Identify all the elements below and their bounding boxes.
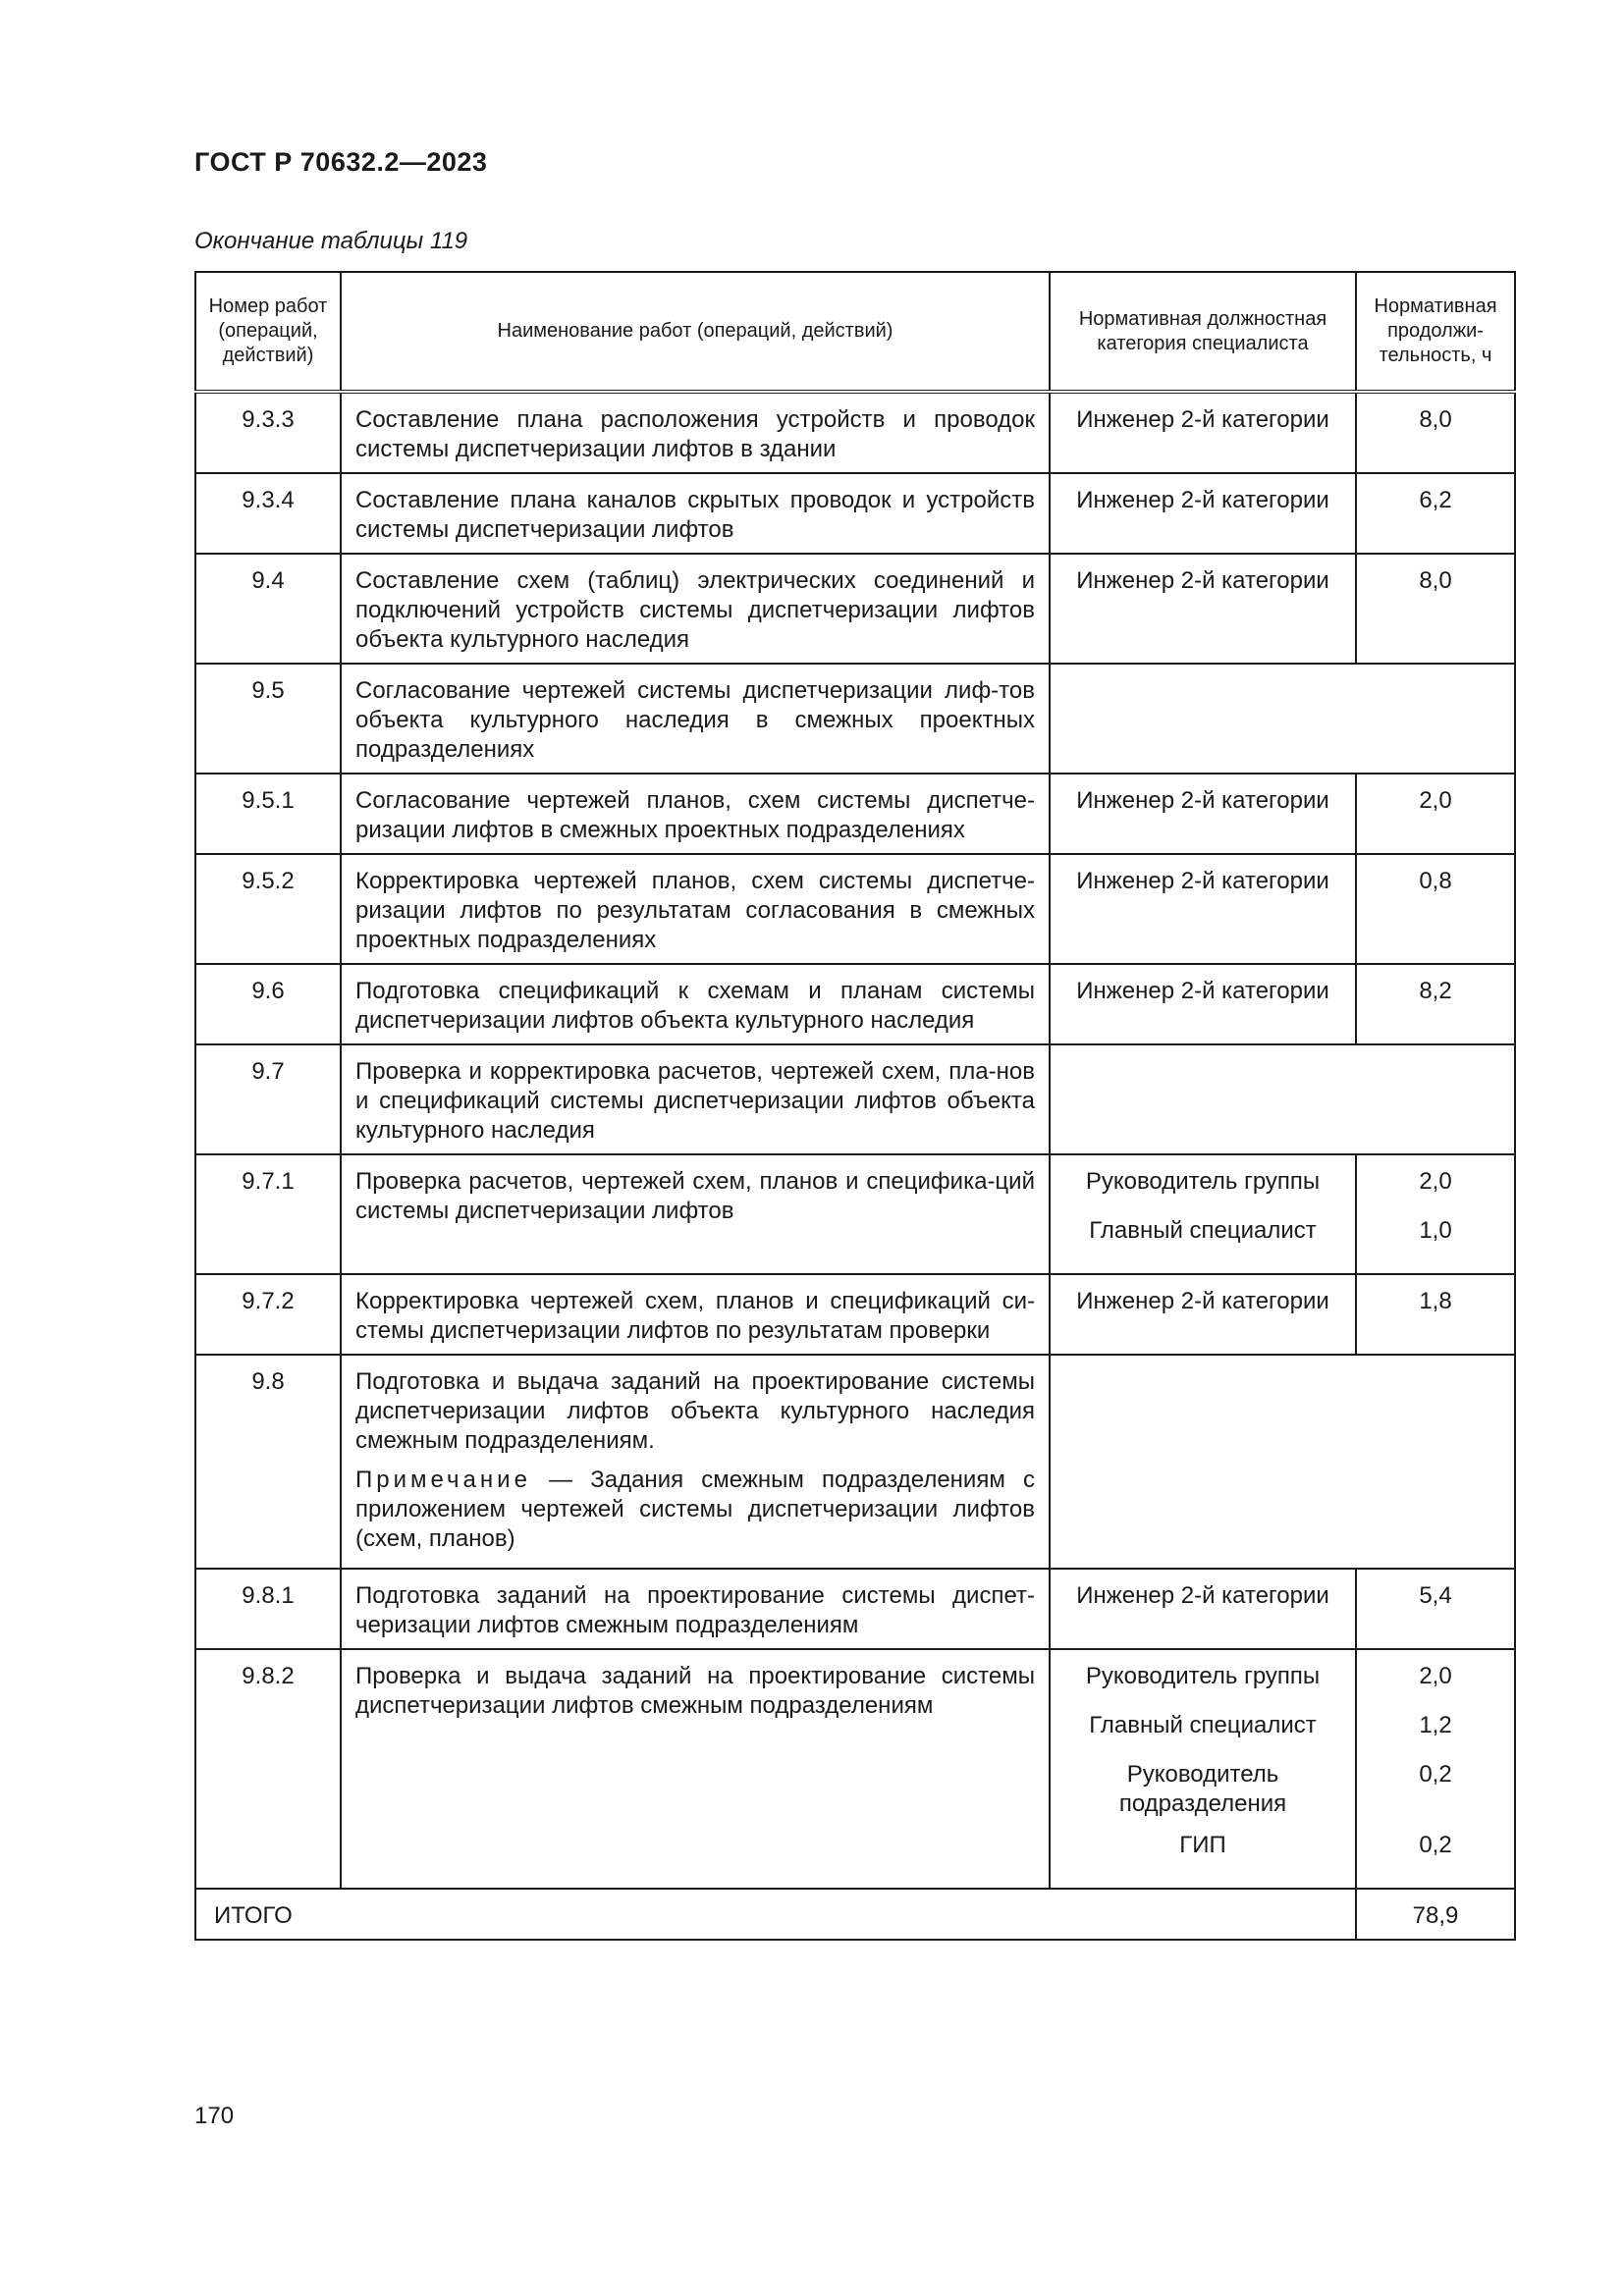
row-num: 9.7.2 xyxy=(195,1274,341,1355)
row-duration: 5,4 xyxy=(1356,1569,1515,1649)
row-name: Согласование чертежей системы диспетчеризации лиф-тов объекта культурного наследия в смежных проектных подразделениях xyxy=(341,664,1050,774)
table-row xyxy=(195,554,1515,664)
duration-line: 2,0 xyxy=(1419,1168,1452,1195)
document-code: ГОСТ Р 70632.2—2023 xyxy=(194,147,488,177)
row-duration: 6,2 xyxy=(1356,473,1515,554)
table-row xyxy=(195,1154,1515,1274)
row-num: 9.5.1 xyxy=(195,774,341,854)
row-name: Проверка и корректировка расчетов, чертежей схем, пла-нов и спецификаций системы диспетчеризации лифтов объекта культурного наследия xyxy=(341,1044,1050,1154)
page-number: 170 xyxy=(194,2103,235,2129)
category-line: Руководитель группы xyxy=(1085,1663,1321,1689)
table-header-row xyxy=(195,272,1515,392)
row-duration: 1,8 xyxy=(1356,1274,1515,1355)
row-category: Инженер 2-й категории xyxy=(1050,473,1356,554)
note-text: — Задания смежным подразделениям с приложением чертежей системы диспетчеризации лифтов (схем, планов) xyxy=(355,1467,1035,1552)
category-line: Руководитель подразделения xyxy=(1118,1761,1287,1817)
row-category: Инженер 2-й категории xyxy=(1050,964,1356,1044)
row-num: 9.8.1 xyxy=(195,1569,341,1649)
table-row xyxy=(195,774,1515,854)
table-row xyxy=(195,392,1515,473)
row-name: Корректировка чертежей схем, планов и спецификаций си-стемы диспетчеризации лифтов по результатам проверки xyxy=(341,1274,1050,1355)
table-row xyxy=(195,1044,1515,1154)
row-category xyxy=(1050,1649,1356,1889)
table-row xyxy=(195,1274,1515,1355)
row-duration: 8,0 xyxy=(1356,554,1515,664)
row-category: Инженер 2-й категории xyxy=(1050,774,1356,854)
table-row xyxy=(195,664,1515,774)
duration-line: 0,2 xyxy=(1419,1761,1452,1788)
row-num: 9.6 xyxy=(195,964,341,1044)
total-label: ИТОГО xyxy=(195,1889,1356,1940)
row-duration: 0,8 xyxy=(1356,854,1515,964)
duration-line: 1,0 xyxy=(1419,1217,1452,1244)
table-row xyxy=(195,1355,1515,1569)
row-name: Составление плана каналов скрытых проводок и устройств системы диспетчеризации лифтов xyxy=(341,473,1050,554)
row-category-empty xyxy=(1050,664,1515,774)
total-row xyxy=(195,1889,1515,1940)
table-row xyxy=(195,1569,1515,1649)
table-row xyxy=(195,964,1515,1044)
row-num: 9.7 xyxy=(195,1044,341,1154)
row-category: Инженер 2-й категории xyxy=(1050,392,1356,473)
row-num: 9.3.3 xyxy=(195,392,341,473)
table-caption: Окончание таблицы 119 xyxy=(194,228,468,254)
note-label: Примечание xyxy=(355,1467,531,1493)
row-name: Проверка расчетов, чертежей схем, планов и специфика-ций системы диспетчеризации лифтов xyxy=(341,1154,1050,1274)
row-note xyxy=(355,1466,1035,1554)
column-header-duration: Нормативная продолжи-тельность, ч xyxy=(1356,272,1515,392)
work-norms-table xyxy=(194,271,1516,1941)
category-line: Главный специалист xyxy=(1089,1217,1317,1244)
row-category-empty xyxy=(1050,1044,1515,1154)
category-line: Главный специалист xyxy=(1089,1712,1317,1738)
row-num: 9.3.4 xyxy=(195,473,341,554)
category-line: ГИП xyxy=(1179,1832,1226,1858)
column-header-category: Нормативная должностная категория специалиста xyxy=(1050,272,1356,392)
row-name: Проверка и выдача заданий на проектирование системы диспетчеризации лифтов смежным подразделениям xyxy=(341,1649,1050,1889)
row-category: Инженер 2-й категории xyxy=(1050,554,1356,664)
row-duration: 8,2 xyxy=(1356,964,1515,1044)
table-row xyxy=(195,854,1515,964)
duration-line: 0,2 xyxy=(1419,1832,1452,1858)
row-num: 9.4 xyxy=(195,554,341,664)
row-duration: 2,0 xyxy=(1356,774,1515,854)
table-row xyxy=(195,473,1515,554)
row-duration xyxy=(1356,1154,1515,1274)
row-name: Корректировка чертежей планов, схем системы диспетче-ризации лифтов по результатам согласования в смежных проектных подразделениях xyxy=(341,854,1050,964)
row-category xyxy=(1050,1154,1356,1274)
column-header-num: Номер работ (операций, действий) xyxy=(195,272,341,392)
row-num: 9.8 xyxy=(195,1355,341,1569)
row-category: Инженер 2-й категории xyxy=(1050,854,1356,964)
row-num: 9.8.2 xyxy=(195,1649,341,1889)
row-duration xyxy=(1356,1649,1515,1889)
row-num: 9.7.1 xyxy=(195,1154,341,1274)
category-line: Руководитель группы xyxy=(1085,1168,1321,1195)
row-name: Подготовка заданий на проектирование системы диспет-черизации лифтов смежным подразделениям xyxy=(341,1569,1050,1649)
row-num: 9.5 xyxy=(195,664,341,774)
row-name xyxy=(341,1355,1050,1569)
row-category: Инженер 2-й категории xyxy=(1050,1569,1356,1649)
row-name-text: Подготовка и выдача заданий на проектирование системы диспетчеризации лифтов объекта культурного наследия смежным подразделениям. xyxy=(355,1368,1035,1454)
row-name: Подготовка спецификаций к схемам и планам системы диспетчеризации лифтов объекта культурного наследия xyxy=(341,964,1050,1044)
row-category: Инженер 2-й категории xyxy=(1050,1274,1356,1355)
row-num: 9.5.2 xyxy=(195,854,341,964)
row-category-empty xyxy=(1050,1355,1515,1569)
duration-line: 1,2 xyxy=(1419,1712,1452,1738)
table-row xyxy=(195,1649,1515,1889)
duration-line: 2,0 xyxy=(1419,1663,1452,1689)
row-name: Составление плана расположения устройств и проводок системы диспетчеризации лифтов в здании xyxy=(341,392,1050,473)
total-value: 78,9 xyxy=(1356,1889,1515,1940)
row-duration: 8,0 xyxy=(1356,392,1515,473)
row-name: Согласование чертежей планов, схем системы диспетче-ризации лифтов в смежных проектных подразделениях xyxy=(341,774,1050,854)
row-name: Составление схем (таблиц) электрических соединений и подключений устройств системы диспетчеризации лифтов объекта культурного наследия xyxy=(341,554,1050,664)
column-header-name: Наименование работ (операций, действий) xyxy=(341,272,1050,392)
